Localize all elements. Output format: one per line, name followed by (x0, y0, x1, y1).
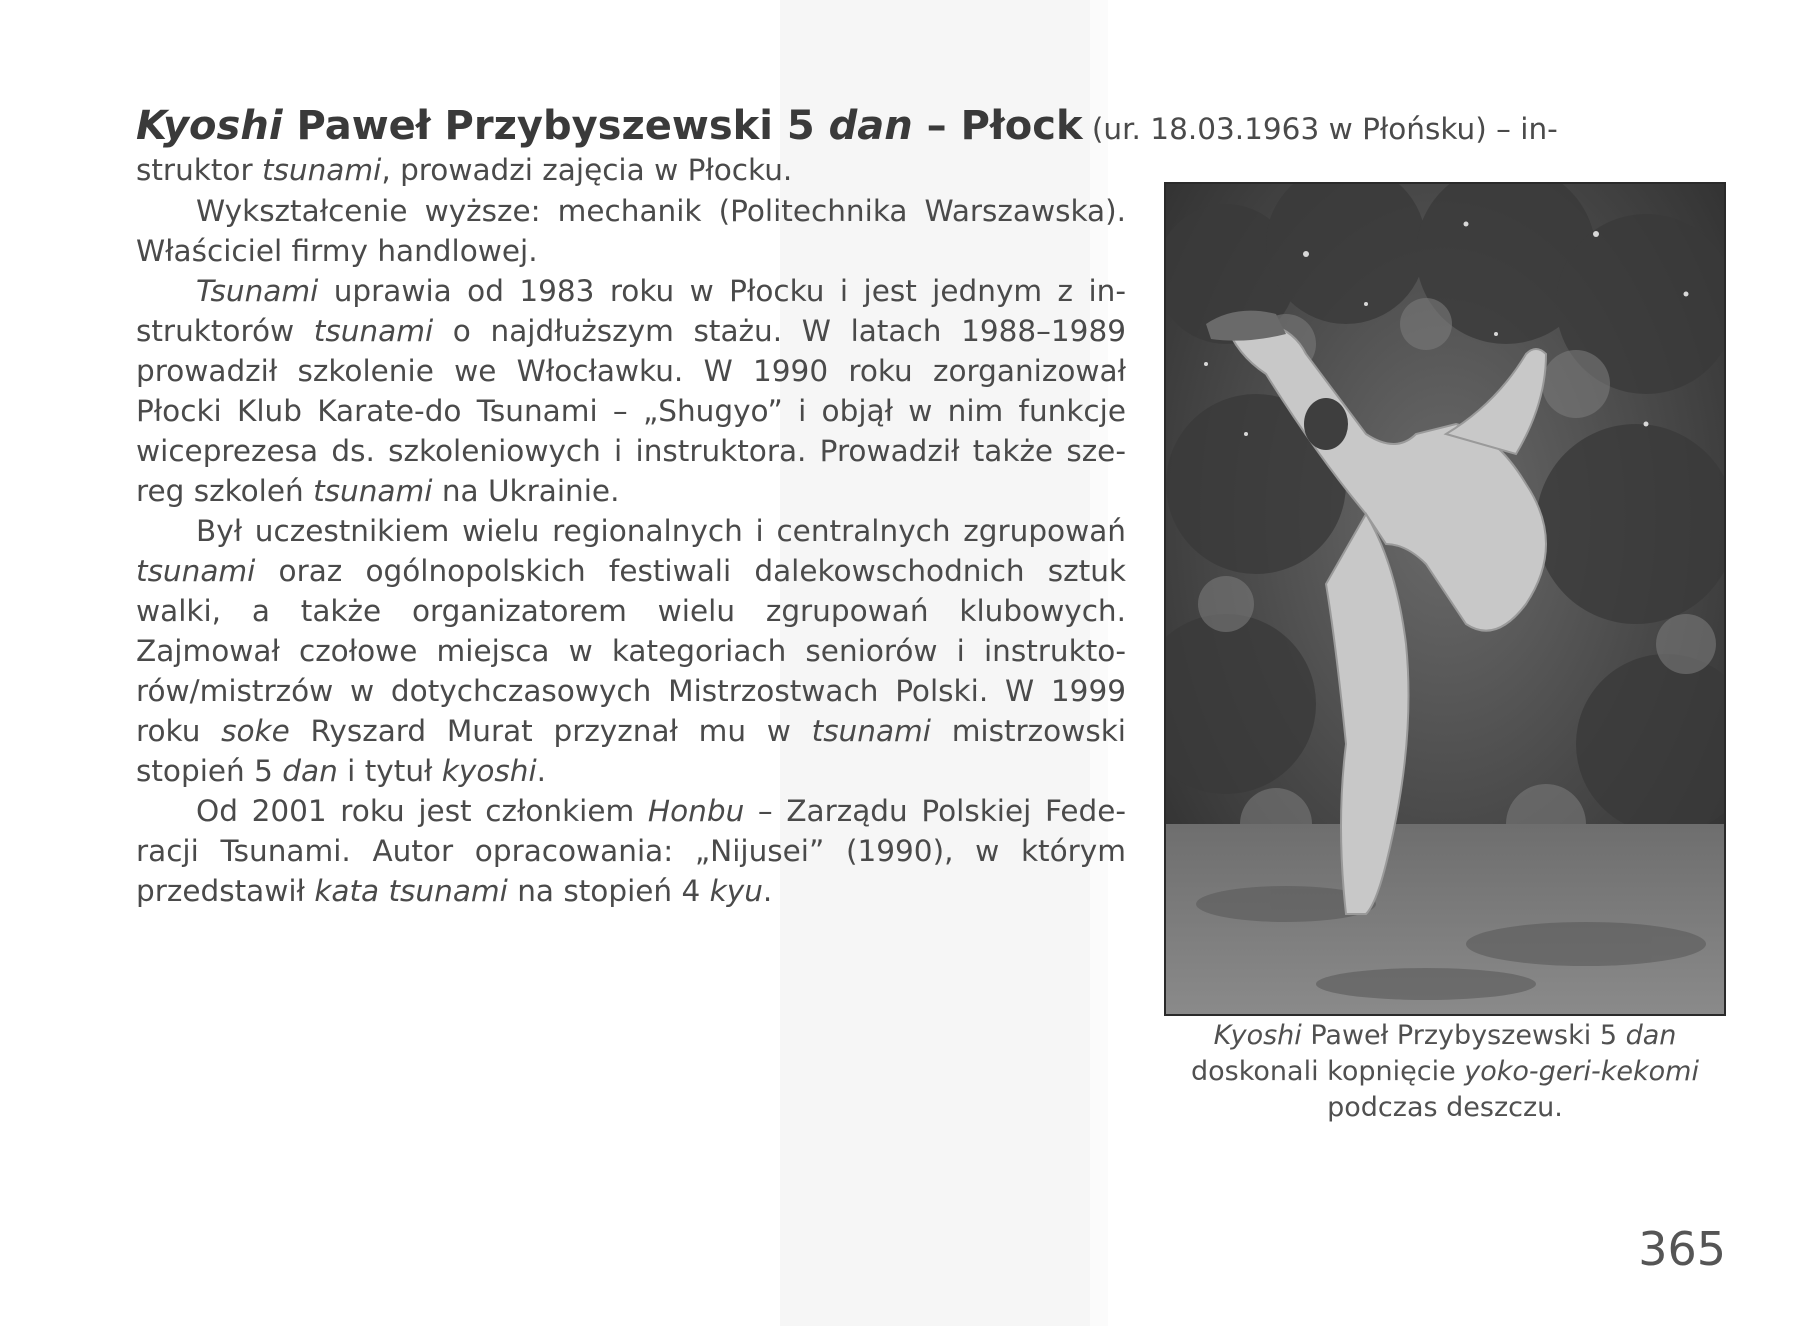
caption-kick-name: yoko-geri-kekomi (1464, 1056, 1699, 1087)
paragraph-text: . (762, 874, 773, 908)
tsunami-term: tsunami (313, 314, 434, 348)
honbu-term: Honbu (647, 794, 745, 828)
paragraph-text: oraz ogólnopolskich festiwali dalekowschodnich sztuk walki, a także organizatorem wielu zgrupowań klubowych. Zajmował czołowe miejsca w kategoriach seniorów i instruktorów/mistrzów w dotychczasowych Mistrzostwach Polski. W 1999 roku (136, 554, 1126, 748)
caption-text: doskonali kopnięcie (1191, 1056, 1465, 1087)
paragraph-text: Ryszard Murat przyznał mu w (289, 714, 812, 748)
kyu-term: kyu (709, 874, 763, 908)
tsunami-term: tsunami (136, 554, 256, 588)
paragraph-text: na Ukrainie. (432, 474, 620, 508)
caption-dan: dan (1625, 1020, 1677, 1051)
page-number: 365 (1638, 1222, 1726, 1276)
tsunami-term: Tsunami (196, 274, 319, 308)
paragraph-text: – Zarządu Polskiej Federacji Tsunami. Autor opracowania: „Nijusei” (1990), w którym przedstawił (136, 794, 1127, 908)
heading-city: – Płock (912, 103, 1083, 149)
dan-term: dan (282, 754, 338, 788)
heading-kyoshi: Kyoshi (136, 103, 283, 149)
heading-details: (ur. 18.03.1963 w Płońsku) – in- (1082, 112, 1558, 146)
intro-text-a: struktor (136, 153, 262, 187)
intro-line (136, 150, 1126, 190)
paragraph-text: Był uczestnikiem wielu regionalnych i centralnych zgrupowań (196, 514, 1126, 548)
kyoshi-term: kyoshi (441, 754, 537, 788)
heading-dan: dan (828, 103, 913, 149)
kata-term: kata tsunami (314, 874, 508, 908)
heading-name: Paweł Przybyszewski 5 (282, 103, 829, 149)
paragraph-training (136, 271, 1126, 511)
paragraph-text: Od 2001 roku jest członkiem (196, 794, 648, 828)
paragraph-text: o najdłuższym stażu. W latach 1988–1989 prowadził szkolenie we Włocławku. W 1990 roku zorganizował Płocki Klub Karate-do Tsunami – „Shugyo” i objął w nim funkcje wiceprezesa ds. szkoleniowych i instruktora. Prowadził także szereg szkoleń (136, 314, 1126, 508)
paragraph-text: na stopień 4 (507, 874, 710, 908)
tsunami-term: tsunami (313, 474, 433, 508)
paragraph-text: mistrzowski stopień 5 (136, 714, 1126, 788)
soke-term: soke (221, 714, 290, 748)
caption-kyoshi: Kyoshi (1213, 1020, 1302, 1051)
paragraph-education: Wykształcenie wyższe: mechanik (Politechnika Warszawska). Właściciel firmy handlowej. (136, 194, 1126, 268)
body-text (136, 191, 1126, 911)
photo-kick (1164, 182, 1726, 1016)
paragraph-achievements (136, 511, 1126, 791)
paragraph-text: uprawia od 1983 roku w Płocku i jest jednym z instruktorów (136, 274, 1126, 348)
heading-title (136, 103, 1083, 149)
caption-text: podczas deszczu. (1327, 1092, 1563, 1123)
paragraph-text: . (536, 754, 547, 788)
photo-image (1166, 184, 1724, 1014)
caption-text: Paweł Przybyszewski 5 (1301, 1020, 1626, 1051)
intro-tsunami: tsunami (261, 153, 382, 187)
photo-caption (1150, 1018, 1740, 1126)
paragraph-text: i tytuł (337, 754, 442, 788)
intro-text-b: , prowadzi zajęcia w Płocku. (381, 153, 793, 187)
paragraph-honbu (136, 791, 1126, 911)
tsunami-term: tsunami (811, 714, 931, 748)
